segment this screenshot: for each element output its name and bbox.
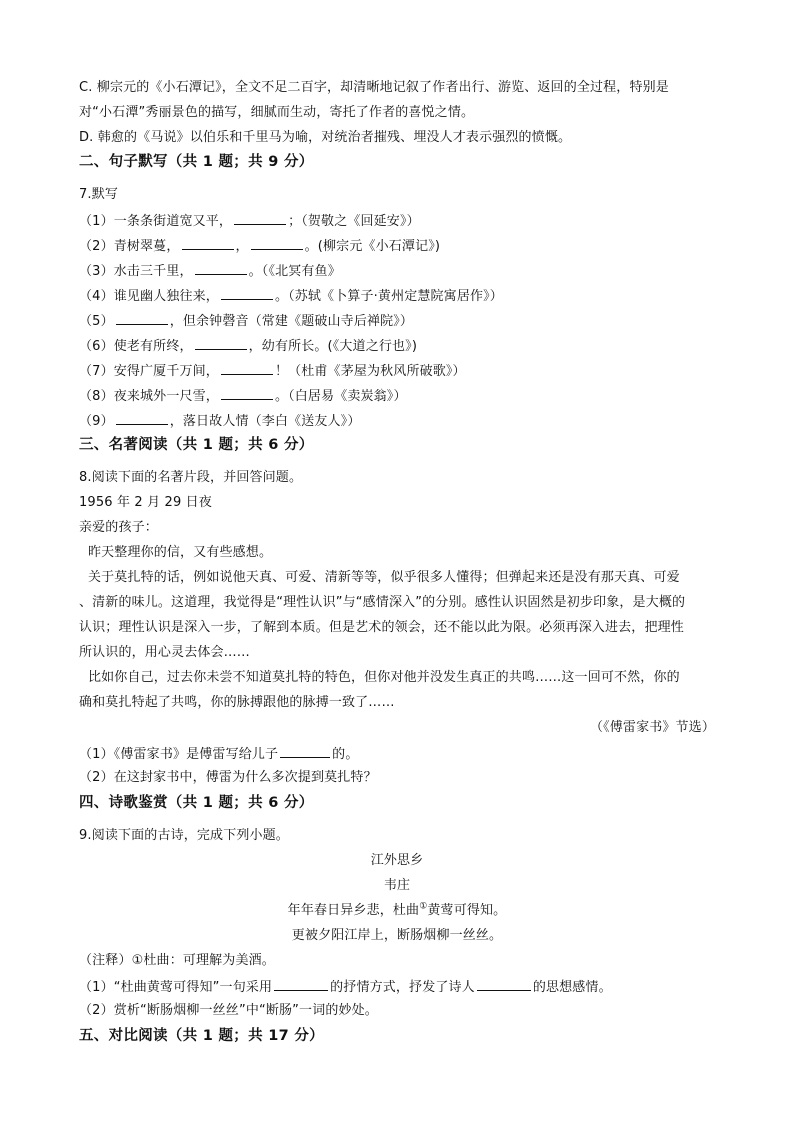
letter-paragraph-3-line1: 比如你自己，过去你未尝不知道莫扎特的特色，但你对他并没发生真正的共鸣……这一回可不然，你的 <box>88 670 680 685</box>
recitation-item-6: （6）使老有所终， ，幼有所长。(《大道之行也》) <box>79 336 417 356</box>
recitation-item-4: （4）谁见幽人独往来， 。（苏轼《卜算子·黄州定慧院寓居作》） <box>79 286 503 306</box>
answer-blank[interactable] <box>221 286 273 300</box>
answer-blank[interactable] <box>195 336 247 350</box>
question-9-title: 9.阅读下面的古诗，完成下列小题。 <box>79 828 289 843</box>
question-8-sub1: （1）《傅雷家书》是傅雷写给儿子 的。 <box>79 744 358 764</box>
letter-paragraph-2-line1: 关于莫扎特的话，例如说他天真、可爱、清新等等，似乎很多人懂得；但弹起来还是没有那天真、可爱 <box>88 570 680 585</box>
question-7-title: 7.默写 <box>79 187 119 202</box>
recitation-item-5: （5） ，但余钟磬音（常建《题破山寺后禅院》） <box>79 311 413 331</box>
option-c-line1: C. 柳宗元的《小石潭记》，全文不足二百字，却清晰地记叙了作者出行、游览、返回的全过程，特别是 <box>79 80 669 95</box>
poem-line-2: 更被夕阳江岸上，断肠烟柳一丝丝。 <box>291 928 503 943</box>
letter-paragraph-3-line2: 确和莫扎特起了共鸣，你的脉搏跟他的脉搏一致了…… <box>79 695 395 710</box>
answer-blank[interactable] <box>477 977 531 991</box>
answer-blank[interactable] <box>182 236 234 250</box>
letter-paragraph-1: 昨天整理你的信，又有些感想。 <box>88 545 273 560</box>
question-8-title: 8.阅读下面的名著片段，并回答问题。 <box>79 470 303 485</box>
letter-paragraph-2-line3: 认识；理性认识是深入一步，了解到本质。但是艺术的领会，还不能以此为限。必须再深入进去，把理性 <box>79 620 684 635</box>
option-c-line2: 对“小石潭”秀丽景色的描写，细腻而生动，寄托了作者的喜悦之情。 <box>79 105 475 120</box>
question-9-sub1: （1）“杜曲黄莺可得知”一句采用 的抒情方式，抒发了诗人 的思想感情。 <box>79 977 612 997</box>
answer-blank[interactable] <box>116 311 168 325</box>
letter-date: 1956 年 2 月 29 日夜 <box>79 495 212 510</box>
letter-salutation: 亲爱的孩子： <box>79 520 158 535</box>
recitation-item-8: （8）夜来城外一尺雪， 。（白居易《卖炭翁》） <box>79 386 407 406</box>
section-heading-2: 二、句子默写（共 1 题；共 9 分） <box>79 154 314 170</box>
section-heading-3: 三、名著阅读（共 1 题；共 6 分） <box>79 437 314 453</box>
answer-blank[interactable] <box>116 411 168 425</box>
answer-blank[interactable] <box>234 211 286 225</box>
recitation-item-1: （1）一条条街道宽又平， ；（贺敬之《回延安》） <box>79 211 420 231</box>
answer-blank[interactable] <box>195 261 247 275</box>
footnote-mark: ① <box>419 901 428 912</box>
poem-annotation: （注释）①杜曲：可理解为美酒。 <box>79 953 275 968</box>
answer-blank[interactable] <box>221 386 273 400</box>
letter-paragraph-2-line2: 、清新的味儿。这道理，我觉得是“理性认识”与“感情深入”的分别。感性认识固然是初步印象，是大概的 <box>79 595 686 610</box>
recitation-item-9: （9） ，落日故人情（李白《送友人》） <box>79 411 361 431</box>
excerpt-source: （《傅雷家书》节选） <box>589 720 715 735</box>
answer-blank[interactable] <box>221 361 273 375</box>
question-8-sub2: （2）在这封家书中，傅雷为什么多次提到莫扎特？ <box>79 770 377 785</box>
answer-blank[interactable] <box>251 236 303 250</box>
answer-blank[interactable] <box>274 977 328 991</box>
section-heading-4: 四、诗歌鉴赏（共 1 题；共 6 分） <box>79 795 314 811</box>
recitation-item-7: （7）安得广厦千万间， ！（杜甫《茅屋为秋风所破歌》） <box>79 361 466 381</box>
section-heading-5: 五、对比阅读（共 1 题；共 17 分） <box>79 1028 324 1044</box>
poem-author: 韦庄 <box>383 878 411 893</box>
recitation-item-2: （2）青树翠蔓， ， 。(柳宗元《小石潭记》) <box>79 236 440 256</box>
question-9-sub2: （2）赏析“断肠烟柳一丝丝”中“断肠”一词的妙处。 <box>79 1003 378 1018</box>
poem-title: 江外思乡 <box>370 853 424 868</box>
poem-line-1: 年年春日异乡悲，杜曲①黄莺可得知。 <box>287 901 507 918</box>
option-d: D. 韩愈的《马说》以伯乐和千里马为喻，对统治者摧残、埋没人才表示强烈的愤慨。 <box>79 130 572 145</box>
recitation-item-3: （3）水击三千里， 。（《北冥有鱼》 <box>79 261 341 281</box>
answer-blank[interactable] <box>280 744 330 758</box>
letter-paragraph-2-line4: 所认识的，用心灵去体会…… <box>79 645 250 660</box>
